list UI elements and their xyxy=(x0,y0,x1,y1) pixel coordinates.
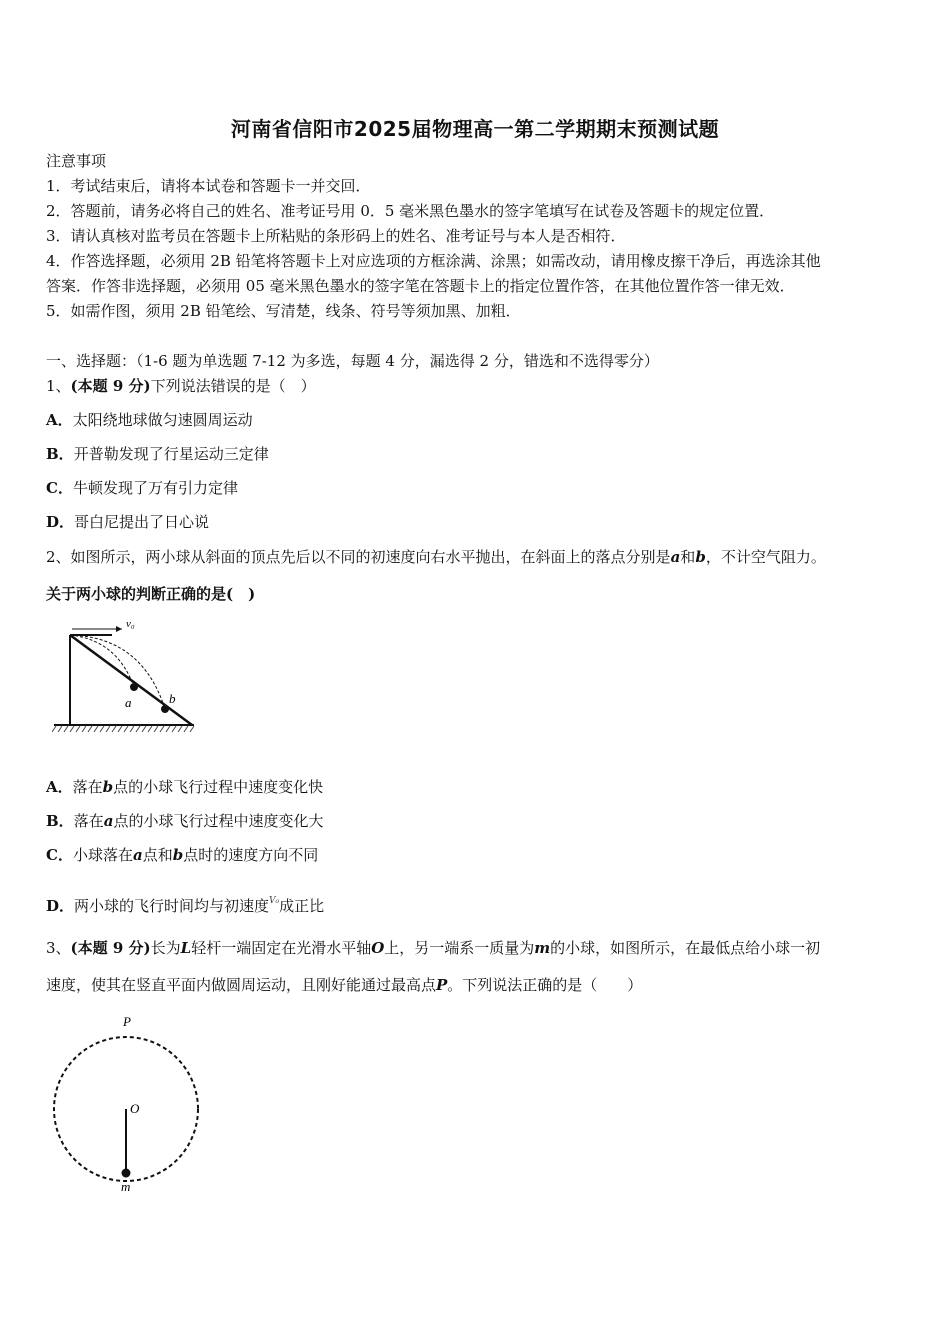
page-title: 河南省信阳市2025届物理高一第二学期期末预测试题 xyxy=(230,117,720,141)
q3-stem-line2: 速度，使其在竖直平面内做圆周运动，且刚好能通过最高点P。下列说法正确的是（ ） xyxy=(46,976,643,994)
q2-option-a: A．落在b点的小球飞行过程中速度变化快 xyxy=(46,778,324,796)
notice-item: 4．作答选择题，必须用 2B 铅笔将答题卡上对应选项的方框涂满、涂黑；如需改动，请用橡皮擦干净后，再选涂其他 xyxy=(46,252,821,270)
q1-score: (本题 9 分) xyxy=(70,377,151,395)
label-P: P xyxy=(123,1014,131,1029)
notice-item: 答案．作答非选择题，必须用 05 毫米黑色墨水的签字笔在答题卡上的指定位置作答，在其他位置作答一律无效． xyxy=(46,277,795,295)
q1-option-d: D．哥白尼提出了日心说 xyxy=(46,513,210,531)
q1-text: 下列说法错误的是（ ） xyxy=(150,377,316,395)
ball-b xyxy=(161,705,169,713)
q1-option-b: B．开普勒发现了行星运动三定律 xyxy=(46,445,269,463)
label-O: O xyxy=(130,1101,140,1116)
q2-option-d: D．两小球的飞行时间均与初速度$^{V_0}$成正比 xyxy=(46,896,325,915)
notice-item: 1．考试结束后，请将本试卷和答题卡一并交回． xyxy=(46,177,371,195)
label-m: m xyxy=(121,1179,131,1194)
section-heading: 一、选择题：（1-6 题为单选题 7-12 为多选，每题 4 分，漏选得 2 分，错选和不选得零分） xyxy=(46,352,659,370)
notice-item: 5．如需作图，须用 2B 铅笔绘、写清楚，线条、符号等须加黑、加粗． xyxy=(46,302,521,320)
q2-stem-line2: 关于两小球的判断正确的是( ) xyxy=(46,585,256,603)
notice-heading: 注意事项 xyxy=(46,152,107,170)
ball-a xyxy=(130,683,138,691)
q2-stem: 2、如图所示，两小球从斜面的顶点先后以不同的初速度向右水平抛出，在斜面上的落点分别是a和b，不计空气阻力。 xyxy=(46,548,826,566)
label-a: a xyxy=(125,695,132,710)
label-b: b xyxy=(169,691,176,706)
q2-option-b: B．落在a点的小球飞行过程中速度变化大 xyxy=(46,812,324,830)
q2-option-c: C．小球落在a点和b点时的速度方向不同 xyxy=(46,846,319,864)
q3-figure xyxy=(48,1010,208,1195)
q1-option-a: A．太阳绕地球做匀速圆周运动 xyxy=(46,411,253,429)
q3-stem: 3、(本题 9 分)长为L轻杆一端固定在光滑水平轴O上，另一端系一质量为m的小球，如图所示，在最低点给小球一初 xyxy=(46,939,821,957)
ball-m xyxy=(122,1169,131,1178)
notice-item: 3．请认真核对监考员在答题卡上所粘贴的条形码上的姓名、准考证号与本人是否相符． xyxy=(46,227,626,245)
q1-option-c: C．牛顿发现了万有引力定律 xyxy=(46,479,238,497)
q1-stem xyxy=(46,376,316,396)
q2-figure xyxy=(52,615,202,737)
notice-item: 2．答题前，请务必将自己的姓名、准考证号用 0．5 毫米黑色墨水的签字笔填写在试卷及答题卡的规定位置． xyxy=(46,202,775,220)
q1-number: 1、 xyxy=(46,377,71,395)
v0-label: v₀ xyxy=(126,618,135,630)
